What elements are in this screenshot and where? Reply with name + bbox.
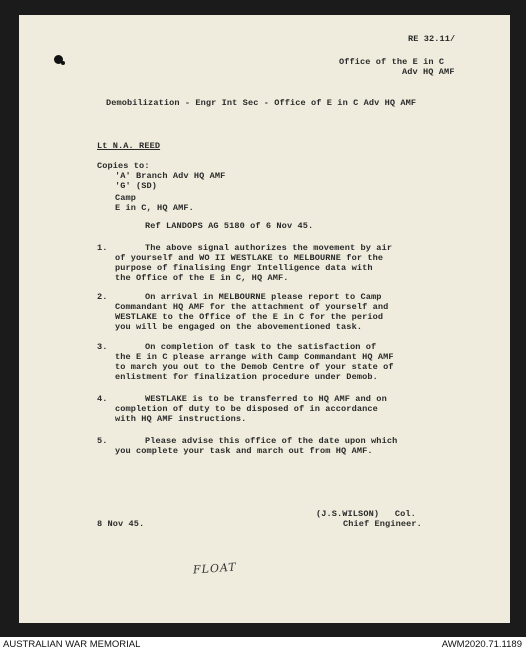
signatory-title: Chief Engineer. <box>343 519 422 529</box>
document-date: 8 Nov 45. <box>97 519 145 529</box>
paragraph-line: The above signal authorizes the movement by air <box>145 243 393 253</box>
paragraph-number: 3. <box>97 342 108 352</box>
punch-hole <box>54 55 63 64</box>
paragraph-line: purpose of finalising Engr Intelligence data with <box>115 263 373 273</box>
copy-recipient: 'A' Branch Adv HQ AMF <box>115 171 226 181</box>
signatory-name: (J.S.WILSON) Col. <box>316 509 416 519</box>
paragraph-line: WESTLAKE is to be transferred to HQ AMF and on <box>145 394 387 404</box>
paragraph-line: the E in C please arrange with Camp Commandant HQ AMF <box>115 352 394 362</box>
paragraph-line: you complete your task and march out from HQ AMF. <box>115 446 373 456</box>
paragraph-line: Commandant HQ AMF for the attachment of yourself and <box>115 302 389 312</box>
paragraph-number: 1. <box>97 243 108 253</box>
paragraph-line: you will be engaged on the abovementioned task. <box>115 322 363 332</box>
sender-line-2: Adv HQ AMF <box>402 67 455 77</box>
footer-institution: AUSTRALIAN WAR MEMORIAL <box>3 639 141 650</box>
paragraph-number: 5. <box>97 436 108 446</box>
paragraph-number: 4. <box>97 394 108 404</box>
paragraph-line: WESTLAKE to the Office of the E in C for the period <box>115 312 384 322</box>
addressee: Lt N.A. REED <box>97 141 161 151</box>
sender-line-1: Office of the E in C <box>339 57 445 67</box>
paragraph-line: to march you out to the Demob Centre of your state of <box>115 362 394 372</box>
paragraph-line: with HQ AMF instructions. <box>115 414 247 424</box>
archive-footer <box>0 637 526 653</box>
reference-line: Ref LANDOPS AG 5180 of 6 Nov 45. <box>145 221 314 231</box>
copy-recipient: Camp <box>115 193 137 203</box>
copy-recipient: E in C, HQ AMF. <box>115 203 194 213</box>
paragraph-line: Please advise this office of the date upon which <box>145 436 398 446</box>
paragraph-line: of yourself and WO II WESTLAKE to MELBOURNE for the <box>115 253 384 263</box>
paragraph-line: the Office of the E in C, HQ AMF. <box>115 273 289 283</box>
subject-line: Demobilization - Engr Int Sec - Office of E in C Adv HQ AMF <box>106 98 417 108</box>
paragraph-line: completion of duty to be disposed of in accordance <box>115 404 378 414</box>
footer-accession-number: AWM2020.71.1189 <box>441 639 522 650</box>
copy-recipient: 'G' (SD) <box>115 181 158 191</box>
handwritten-annotation: FLOAT <box>192 560 238 577</box>
paragraph-line: On completion of task to the satisfaction of <box>145 342 377 352</box>
paragraph-line: enlistment for finalization procedure under Demob. <box>115 372 378 382</box>
file-reference: RE 32.11/ <box>408 34 456 44</box>
copies-heading: Copies to: <box>97 161 150 171</box>
paragraph-line: On arrival in MELBOURNE please report to Camp <box>145 292 382 302</box>
paragraph-number: 2. <box>97 292 108 302</box>
